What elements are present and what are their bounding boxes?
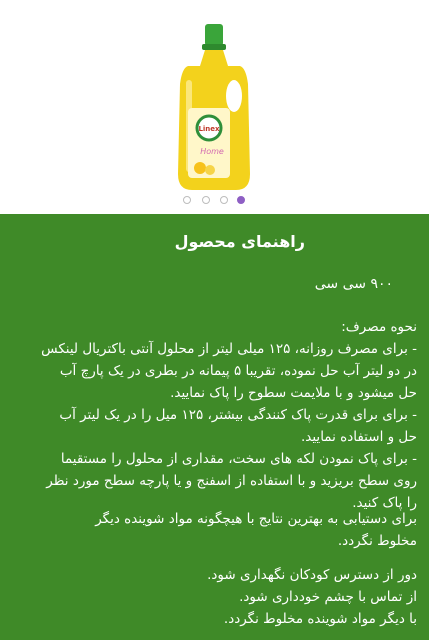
carousel-dot[interactable]: [220, 196, 228, 204]
mixing-note: [95, 508, 417, 552]
carousel-pagination: [0, 196, 429, 208]
usage-line: حل و استفاده نمایید.: [300, 429, 417, 445]
product-bottle-illustration: [172, 24, 256, 194]
product-guide-panel: [0, 214, 429, 640]
safety-warnings: [207, 564, 417, 630]
product-subbrand-text: Home: [200, 147, 224, 156]
note-line: برای دستیابی به بهترین نتایج با هیچگونه مواد شوینده دیگر: [95, 511, 417, 527]
warning-line: دور از دسترس کودکان نگهداری شود.: [207, 567, 417, 583]
usage-line: - برای مصرف روزانه، ۱۲۵ میلی لیتر از محلول آنتی باکتریال لینکس: [41, 341, 417, 357]
product-image[interactable]: [172, 24, 256, 194]
warning-line: از تماس با چشم خودداری شود.: [239, 589, 417, 605]
usage-line: نحوه مصرف:: [341, 319, 417, 335]
product-brand-text: Linex: [198, 125, 220, 133]
warning-line: با دیگر مواد شوینده مخلوط نگردد.: [223, 611, 417, 627]
guide-title: راهنمای محصول: [174, 232, 305, 251]
carousel-dot-active[interactable]: [237, 196, 245, 204]
carousel-dot[interactable]: [202, 196, 210, 204]
usage-line: را پاک کنید.: [352, 495, 417, 511]
product-image-carousel[interactable]: [0, 0, 429, 214]
product-volume: ۹۰۰ سی سی: [314, 276, 393, 292]
note-line: مخلوط نگردد.: [337, 533, 417, 549]
usage-line: در دو لیتر آب حل نموده، تقریبا ۵ پیمانه در بطری در یک پارچ آب: [59, 363, 417, 379]
usage-line: حل میشود و با ملایمت سطوح را پاک نمایید.: [170, 385, 417, 401]
carousel-dot[interactable]: [183, 196, 191, 204]
usage-line: روی سطح بریزید و با استفاده از اسفنج و یا پارچه سطح مورد نظر: [46, 473, 417, 489]
usage-instructions: [41, 316, 417, 514]
usage-line: - برای برای قدرت پاک کنندگی بیشتر، ۱۲۵ میل را در یک لیتر آب: [59, 407, 417, 423]
usage-line: - برای پاک نمودن لکه های سخت، مقداری از محلول را مستقیما: [60, 451, 417, 467]
